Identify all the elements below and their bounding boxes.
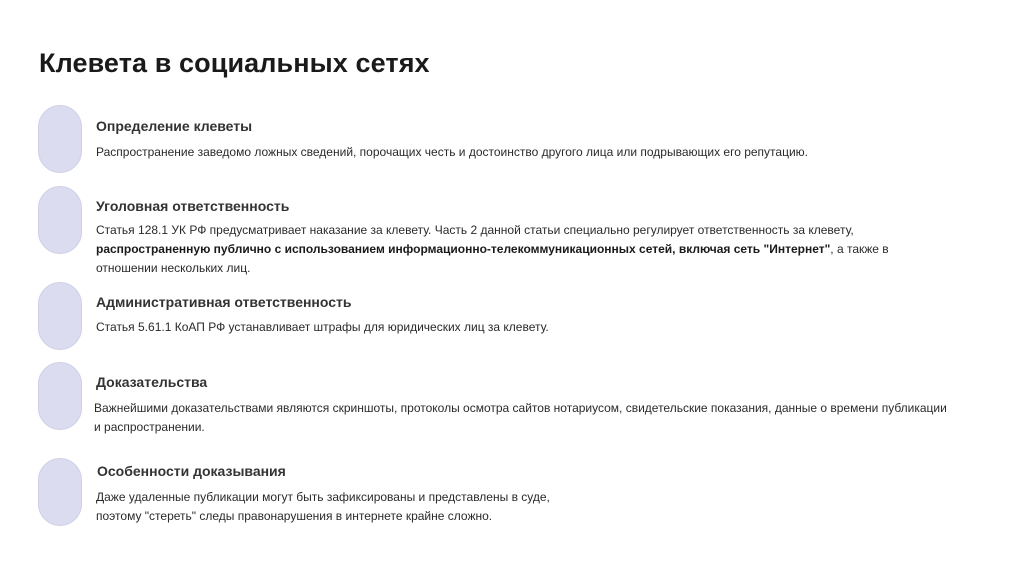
section-body-line: Распространение заведомо ложных сведений, порочащих честь и достоинство другого лица или подрывающих его репутацию.: [96, 145, 809, 159]
section-body-line: поэтому "стереть" следы правонарушения в интернете крайне сложно.: [96, 509, 493, 523]
section-heading-proof-features: Особенности доказывания: [97, 463, 286, 479]
section-body-emphasis: распространенную публично с использованием информационно-телекоммуникационных сетей, включая сеть "Интернет": [96, 242, 831, 256]
section-heading-administrative: Административная ответственность: [96, 294, 352, 310]
page-title: Клевета в социальных сетях: [39, 48, 430, 78]
section-body-line: отношении нескольких лиц.: [96, 261, 251, 275]
section-marker-administrative: [38, 282, 82, 350]
section-body-line: Статья 5.61.1 КоАП РФ устанавливает штрафы для юридических лиц за клевету.: [96, 320, 549, 334]
section-body-evidence: [94, 399, 947, 437]
section-body-line: Важнейшими доказательствами являются скриншоты, протоколы осмотра сайтов нотариусом, свидетельские показания, данные о времени публикации: [94, 401, 947, 415]
section-body-line: Даже удаленные публикации могут быть зафиксированы и представлены в суде,: [96, 490, 550, 504]
section-body-text: , а также в: [830, 242, 889, 256]
section-marker-proof-features: [38, 458, 82, 526]
section-marker-criminal: [38, 186, 82, 254]
section-body-administrative: [96, 318, 549, 337]
section-body-line: и распространении.: [94, 420, 205, 434]
section-marker-evidence: [38, 362, 82, 430]
section-heading-definition: Определение клеветы: [96, 118, 253, 134]
section-body-definition: [96, 143, 808, 162]
section-body-line: [96, 240, 889, 259]
section-body-criminal: [96, 221, 889, 278]
section-heading-evidence: Доказательства: [96, 374, 208, 390]
section-marker-definition: [38, 105, 82, 173]
section-body-proof-features: [96, 488, 550, 526]
section-heading-criminal: Уголовная ответственность: [96, 198, 290, 214]
section-body-line: Статья 128.1 УК РФ предусматривает наказание за клевету. Часть 2 данной статьи специально регулирует ответственность за клевету,: [96, 223, 854, 237]
